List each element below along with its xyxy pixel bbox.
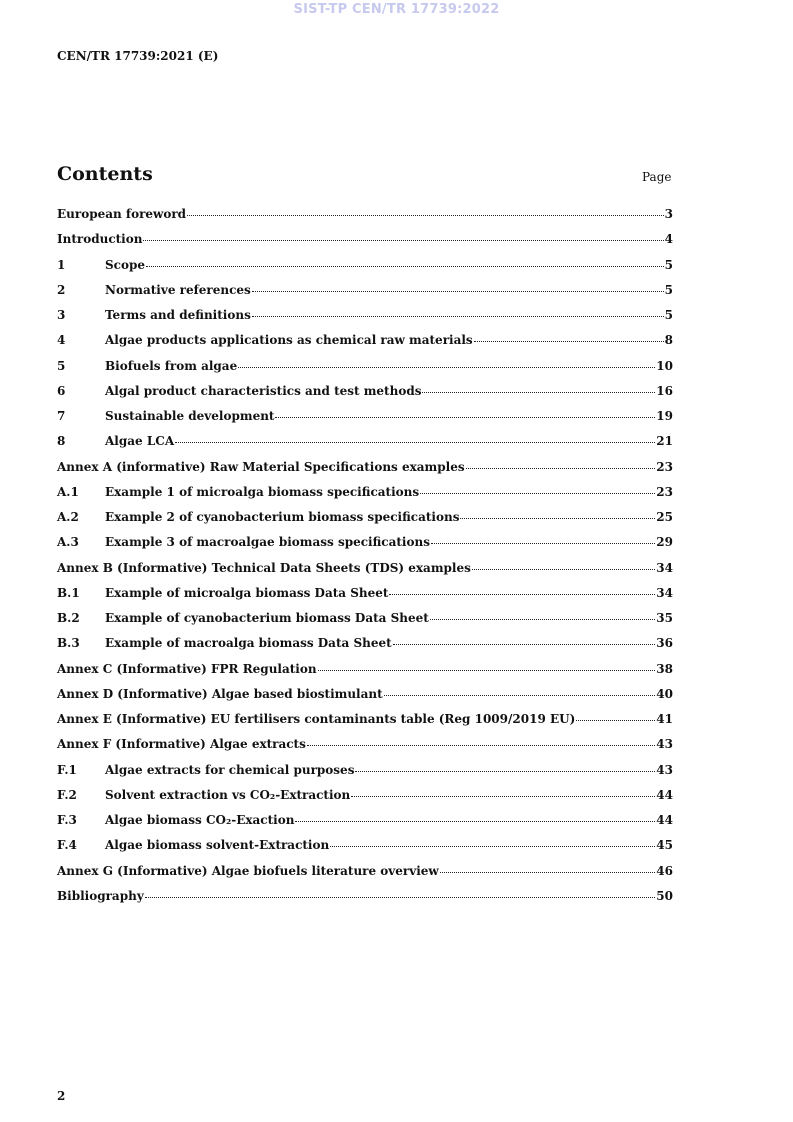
toc-dot-leader [252,315,664,317]
toc-entry-title: Algal product characteristics and test methods [105,383,422,398]
toc-entry-title: Algae products applications as chemical raw materials [105,333,473,348]
toc-entry-title: Solvent extraction vs CO₂-Extraction [105,787,351,802]
toc-entry-title: Example 3 of macroalgae biomass specifications [105,535,430,550]
toc-entry[interactable] [57,611,673,636]
toc-entry-number: 4 [57,333,66,348]
toc-dot-leader [330,845,655,847]
toc-entry-number: 7 [57,409,66,423]
toc-entry-number: A.2 [57,510,79,524]
toc-entry[interactable] [57,586,673,611]
toc-entry-title: Algae biomass CO₂-Exaction [105,813,295,827]
toc-entry[interactable] [57,788,673,813]
toc-entry[interactable] [57,232,673,257]
toc-entry-title: Example 1 of microalga biomass specifications [105,484,420,499]
contents-heading: Contents [57,163,153,185]
toc-entry-title: Annex D (Informative) Algae based biostimulant [57,686,383,701]
toc-entry-number: 1 [57,257,66,272]
toc-dot-leader [422,391,655,393]
toc-entry-page: 16 [656,383,673,398]
toc-entry[interactable] [57,737,673,762]
toc-entry-number: 2 [57,282,66,297]
toc-entry-page: 4 [664,232,673,247]
toc-dot-leader [351,795,655,797]
toc-entry-number: F.2 [57,787,77,802]
page-column-label: Page [642,170,672,184]
toc-dot-leader [238,366,655,368]
toc-entry-page: 25 [656,510,673,524]
toc-entry[interactable] [57,636,673,661]
toc-entry-title: Annex E (Informative) EU fertilisers contaminants table (Reg 1009/2019 EU) [57,712,576,726]
toc-dot-leader [466,467,656,469]
toc-entry-page: 5 [664,308,673,322]
toc-entry-page: 35 [656,611,673,625]
toc-dot-leader [460,517,655,519]
toc-entry-page: 23 [656,459,673,474]
toc-entry-title: Example of macroalga biomass Data Sheet [105,636,392,651]
toc-entry-page: 34 [656,560,673,575]
toc-entry-page: 46 [656,863,673,878]
toc-entry-page: 23 [656,484,673,499]
toc-entry-page: 5 [664,257,673,272]
toc-entry-title: Annex A (informative) Raw Material Specifications examples [57,459,465,474]
toc-dot-leader [430,618,656,620]
toc-entry[interactable] [57,510,673,535]
toc-dot-leader [318,669,656,671]
toc-entry-number: F.3 [57,813,77,827]
page-number: 2 [57,1089,66,1103]
toc-entry-page: 38 [656,661,673,676]
toc-entry-page: 43 [656,762,673,777]
toc-entry-page: 3 [664,207,673,221]
toc-entry-number: 6 [57,383,66,398]
toc-entry-page: 34 [656,585,673,600]
toc-dot-leader [275,416,655,418]
toc-dot-leader [143,239,663,241]
toc-entry[interactable] [57,561,673,586]
toc-entry-title: Introduction [57,232,143,247]
toc-entry[interactable] [57,485,673,510]
toc-entry-page: 10 [656,358,673,373]
toc-entry-number: B.1 [57,585,80,600]
toc-dot-leader [295,820,655,822]
toc-entry[interactable] [57,207,673,232]
toc-entry[interactable] [57,434,673,459]
toc-entry[interactable] [57,460,673,485]
toc-entry[interactable] [57,864,673,889]
toc-dot-leader [431,542,655,544]
toc-entry[interactable] [57,889,673,914]
toc-entry-number: 5 [57,358,66,373]
toc-entry-title: Example 2 of cyanobacterium biomass specifications [105,510,460,524]
toc-entry-page: 41 [656,712,673,726]
toc-entry-page: 44 [656,787,673,802]
toc-entry[interactable] [57,838,673,863]
toc-entry[interactable] [57,763,673,788]
toc-entry[interactable] [57,384,673,409]
toc-dot-leader [307,744,655,746]
toc-entry[interactable] [57,333,673,358]
toc-entry-number: 3 [57,308,66,322]
toc-entry-title: Algae LCA [105,434,175,449]
toc-entry[interactable] [57,308,673,333]
toc-entry-title: Annex C (Informative) FPR Regulation [57,661,317,676]
toc-entry-number: B.3 [57,636,80,651]
toc-entry-page: 5 [664,282,673,297]
toc-entry-title: Sustainable development [105,409,275,423]
toc-entry-page: 43 [656,737,673,752]
toc-entry[interactable] [57,359,673,384]
toc-entry-title: Example of cyanobacterium biomass Data Sheet [105,611,429,625]
toc-entry-page: 19 [656,409,673,423]
toc-entry-title: Algae extracts for chemical purposes [105,762,355,777]
toc-dot-leader [420,492,655,494]
toc-entry-title: Annex B (Informative) Technical Data Sheets (TDS) examples [57,560,471,575]
toc-dot-leader [440,871,656,873]
table-of-contents [57,207,673,914]
toc-entry-title: Annex G (Informative) Algae biofuels literature overview [57,863,439,878]
toc-entry-number: B.2 [57,611,80,625]
toc-entry[interactable] [57,258,673,283]
toc-entry-page: 50 [656,888,673,903]
toc-entry[interactable] [57,283,673,308]
toc-entry[interactable] [57,813,673,838]
toc-dot-leader [355,770,655,772]
toc-entry[interactable] [57,687,673,712]
toc-dot-leader [175,441,655,443]
toc-entry-number: A.1 [57,484,79,499]
toc-entry-title: European foreword [57,207,187,221]
toc-entry-title: Biofuels from algae [105,358,238,373]
toc-dot-leader [384,694,656,696]
toc-entry-title: Terms and definitions [105,308,251,322]
toc-entry-page: 36 [656,636,673,651]
toc-dot-leader [145,896,656,898]
toc-entry-title: Algae biomass solvent-Extraction [105,838,330,853]
toc-entry-title: Annex F (Informative) Algae extracts [57,737,306,752]
toc-dot-leader [474,340,664,342]
toc-entry-page: 8 [664,333,673,348]
toc-entry-title: Normative references [105,282,251,297]
toc-dot-leader [389,593,655,595]
toc-dot-leader [146,265,664,267]
toc-dot-leader [393,643,656,645]
toc-entry[interactable] [57,535,673,560]
toc-entry-number: A.3 [57,535,79,550]
toc-entry-page: 29 [656,535,673,550]
toc-entry-number: F.4 [57,838,77,853]
toc-entry[interactable] [57,712,673,737]
toc-entry-page: 44 [656,813,673,827]
toc-entry-title: Scope [105,257,146,272]
toc-dot-leader [472,568,655,570]
toc-dot-leader [187,214,664,216]
document-id: CEN/TR 17739:2021 (E) [57,49,219,63]
toc-entry-title: Example of microalga biomass Data Sheet [105,585,389,600]
toc-entry-page: 21 [656,434,673,449]
toc-dot-leader [576,719,655,721]
toc-entry[interactable] [57,409,673,434]
toc-entry-number: F.1 [57,762,77,777]
toc-entry-page: 45 [656,838,673,853]
toc-entry[interactable] [57,662,673,687]
toc-entry-title: Bibliography [57,888,144,903]
watermark: SIST-TP CEN/TR 17739:2022 [293,2,500,17]
toc-entry-page: 40 [656,686,673,701]
toc-entry-number: 8 [57,434,66,449]
toc-dot-leader [252,290,664,292]
